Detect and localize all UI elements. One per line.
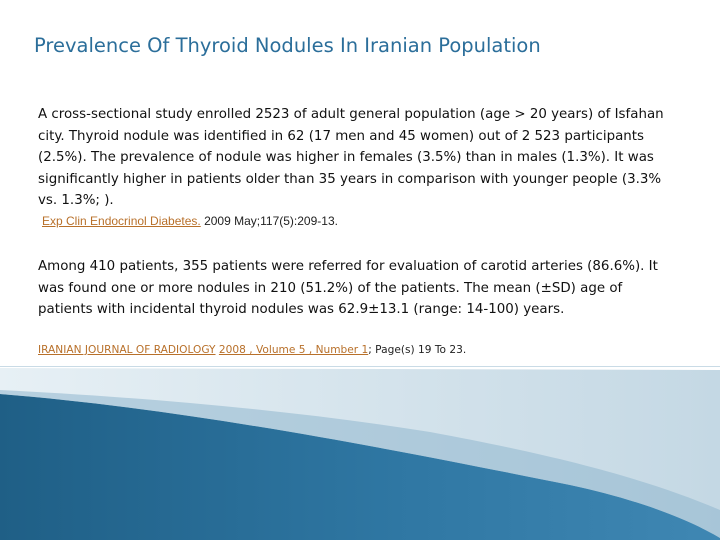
reference-1 (42, 214, 338, 228)
reference-2 (38, 343, 466, 357)
reference-1-details: 2009 May;117(5):209-13. (200, 214, 338, 228)
reference-2-issue-link[interactable]: 2008 , Volume 5 , Number 1 (218, 344, 369, 356)
paragraph-study-carotid: Among 410 patients, 355 patients were referred for evaluation of carotid arteries (86.6%). It was found one or more nodules in 210 (51.2%) of the patients. The mean (±SD) age of patients with incidental thyroid nodules was 62.9±13.1 (range: 14-100) years. (38, 259, 658, 317)
reference-1-journal-link[interactable]: Exp Clin Endocrinol Diabetes. (42, 214, 201, 228)
reference-2-journal-link[interactable]: IRANIAN JOURNAL OF RADIOLOGY (38, 344, 216, 356)
reference-2-pages: ; Page(s) 19 To 23. (368, 344, 467, 356)
paragraph-study-isfahan: A cross-sectional study enrolled 2523 of adult general population (age > 20 years) of Isfahan city. Thyroid nodule was identified in 62 (17 men and 45 women) out of 2 523 participants (2.5%). The prevalence of nodule was higher in females (3.5%) than in males (1.3%). It was significantly higher in patients older than 35 years in comparison with younger people (3.3% vs. 1.3%; ). (38, 107, 664, 208)
slide-title: Prevalence Of Thyroid Nodules In Iranian Population (34, 34, 541, 57)
decorative-wave-footer (0, 360, 720, 540)
